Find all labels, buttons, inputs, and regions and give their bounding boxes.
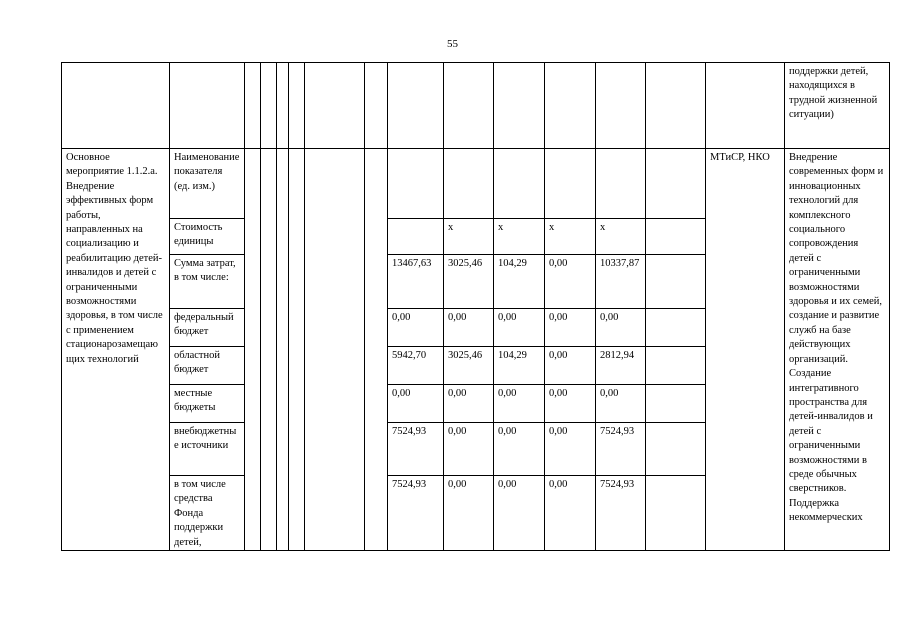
value-cell: 3025,46 bbox=[444, 255, 494, 309]
value-cell bbox=[545, 149, 596, 219]
value-cell: 2812,94 bbox=[596, 347, 646, 385]
value-cell: 7524,93 bbox=[388, 423, 444, 476]
table-cell bbox=[365, 149, 388, 551]
value-cell: 0,00 bbox=[494, 309, 545, 347]
table-cell bbox=[646, 63, 706, 149]
value-cell: 7524,93 bbox=[596, 423, 646, 476]
table-cell bbox=[261, 63, 277, 149]
value-cell: 0,00 bbox=[388, 385, 444, 423]
table-cell bbox=[277, 149, 289, 551]
table-cell bbox=[388, 63, 444, 149]
table-cell bbox=[646, 309, 706, 347]
table-cell bbox=[494, 63, 545, 149]
table-cell bbox=[245, 149, 261, 551]
table-cell bbox=[706, 63, 785, 149]
value-cell: 7524,93 bbox=[388, 476, 444, 551]
table-cell bbox=[170, 63, 245, 149]
row-label: Сумма затрат, в том числе: bbox=[170, 255, 245, 309]
value-cell: 0,00 bbox=[545, 385, 596, 423]
value-cell: 0,00 bbox=[545, 347, 596, 385]
activity-name-cell: Основное мероприятие 1.1.2.а. Внедрение эффективных форм работы, направленных на социализацию и реабилитацию детей-инвалидов и детей с ограниченными возможностями здоровья, в том числе с применением стационарозамещающих технологий bbox=[62, 149, 170, 551]
table-cell bbox=[646, 149, 706, 219]
goal-cell: поддержки детей, находящихся в трудной жизненной ситуации) bbox=[785, 63, 890, 149]
value-cell: 0,00 bbox=[494, 385, 545, 423]
table-cell bbox=[289, 149, 305, 551]
executor-cell: МТиСР, НКО bbox=[706, 149, 785, 551]
row-label: в том числе средства Фонда поддержки детей, bbox=[170, 476, 245, 551]
value-cell bbox=[444, 149, 494, 219]
value-cell: 0,00 bbox=[596, 309, 646, 347]
table-cell bbox=[646, 385, 706, 423]
row-label: местные бюджеты bbox=[170, 385, 245, 423]
table-cell bbox=[305, 63, 365, 149]
table-cell bbox=[646, 347, 706, 385]
table-cell bbox=[646, 476, 706, 551]
row-label: федеральный бюджет bbox=[170, 309, 245, 347]
value-cell bbox=[494, 149, 545, 219]
value-cell: 7524,93 bbox=[596, 476, 646, 551]
value-cell: 0,00 bbox=[444, 385, 494, 423]
table-row bbox=[62, 149, 890, 219]
table-cell bbox=[646, 219, 706, 255]
value-cell: 104,29 bbox=[494, 347, 545, 385]
table-cell bbox=[62, 63, 170, 149]
table-cell bbox=[261, 149, 277, 551]
value-cell: 0,00 bbox=[444, 423, 494, 476]
value-cell: 0,00 bbox=[545, 309, 596, 347]
table-cell bbox=[646, 255, 706, 309]
value-cell bbox=[596, 149, 646, 219]
table-row bbox=[62, 63, 890, 149]
value-cell: 0,00 bbox=[545, 423, 596, 476]
table-cell bbox=[305, 149, 365, 551]
value-cell: х bbox=[596, 219, 646, 255]
value-cell: 13467,63 bbox=[388, 255, 444, 309]
value-cell: х bbox=[494, 219, 545, 255]
value-cell: 104,29 bbox=[494, 255, 545, 309]
value-cell: х bbox=[444, 219, 494, 255]
table-cell bbox=[545, 63, 596, 149]
value-cell: 10337,87 bbox=[596, 255, 646, 309]
value-cell: 0,00 bbox=[545, 255, 596, 309]
table-cell bbox=[365, 63, 388, 149]
row-label: Стоимость единицы bbox=[170, 219, 245, 255]
value-cell: 0,00 bbox=[494, 476, 545, 551]
table-cell bbox=[596, 63, 646, 149]
row-label: Наименование показателя (ед. изм.) bbox=[170, 149, 245, 219]
value-cell: 0,00 bbox=[444, 476, 494, 551]
goal-cell: Внедрение современных форм и инновационных технологий для комплексного социального сопровождения детей с ограниченными возможностями здоровья и их семей, создание и развитие служб на базе действующих организаций. Создание интегративного пространства для детей-инвалидов и детей с ограниченными возможностями в среде обычных сверстников. Поддержка некоммерческих bbox=[785, 149, 890, 551]
value-cell bbox=[388, 219, 444, 255]
table-cell bbox=[245, 63, 261, 149]
value-cell: 5942,70 bbox=[388, 347, 444, 385]
value-cell: х bbox=[545, 219, 596, 255]
value-cell: 0,00 bbox=[596, 385, 646, 423]
table-cell bbox=[444, 63, 494, 149]
value-cell: 0,00 bbox=[545, 476, 596, 551]
table-cell bbox=[646, 423, 706, 476]
program-table bbox=[61, 62, 890, 551]
row-label: внебюджетные источники bbox=[170, 423, 245, 476]
page-number: 55 bbox=[447, 38, 458, 50]
value-cell: 0,00 bbox=[494, 423, 545, 476]
row-label: областной бюджет bbox=[170, 347, 245, 385]
value-cell: 3025,46 bbox=[444, 347, 494, 385]
value-cell bbox=[388, 149, 444, 219]
value-cell: 0,00 bbox=[444, 309, 494, 347]
table-cell bbox=[289, 63, 305, 149]
table-cell bbox=[277, 63, 289, 149]
value-cell: 0,00 bbox=[388, 309, 444, 347]
